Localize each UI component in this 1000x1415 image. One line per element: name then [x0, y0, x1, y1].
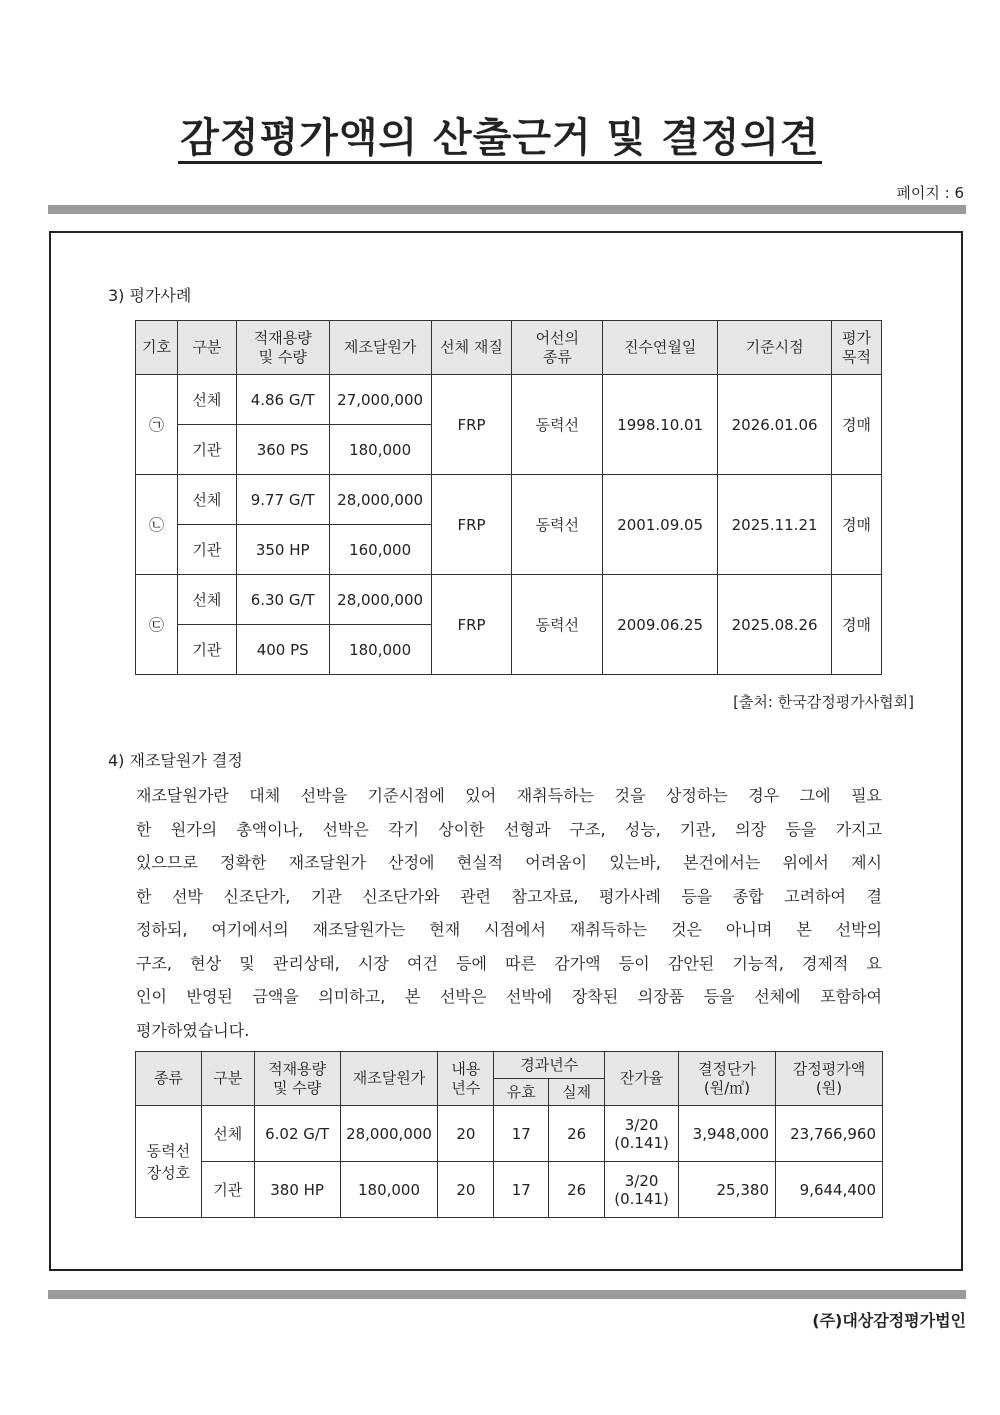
- cases-table: [135, 320, 882, 675]
- header-cell: 종류: [136, 1052, 202, 1106]
- actual-years-cell: 26: [549, 1106, 605, 1162]
- category-cell: 기관: [177, 425, 236, 475]
- residual-cell: 3/20 (0.141): [605, 1106, 679, 1162]
- cost-cell: 28,000,000: [340, 1106, 438, 1162]
- paragraph-line: 있으므로 정확한 재조달원가 산정에 현실적 어려움이 있는바, 본건에서는 위에서 제시: [136, 853, 882, 872]
- table-row: [136, 1106, 883, 1162]
- base-date-cell: 2025.11.21: [718, 475, 832, 575]
- capacity-cell: 4.86 G/T: [236, 375, 329, 425]
- unit-price-cell: 25,380: [679, 1162, 776, 1218]
- cost-cell: 180,000: [329, 625, 431, 675]
- amount-cell: 23,766,960: [776, 1106, 883, 1162]
- vessel-type-cell: 동력선: [512, 575, 603, 675]
- vessel-type-cell: 동력선: [512, 475, 603, 575]
- base-date-cell: 2025.08.26: [718, 575, 832, 675]
- valid-years-cell: 17: [494, 1162, 549, 1218]
- paragraph-line: 재조달원가란 대체 선박을 기준시점에 있어 재취득하는 것을 상정하는 경우 그에 필요: [136, 786, 882, 805]
- header-cell: 내용 년수: [438, 1052, 494, 1106]
- bottom-divider: [48, 1290, 966, 1299]
- paragraph-line: 한 선박 신조단가, 기관 신조단가와 관련 참고자료, 평가사례 등을 종합 고려하여 결: [136, 886, 882, 906]
- cost-table: [135, 1051, 883, 1218]
- header-cell: 선체 재질: [431, 321, 512, 375]
- paragraph-line: 구조, 현상 및 관리상태, 시장 여건 등에 따른 감가액 등이 감안된 기능적, 경제적 요: [136, 953, 882, 973]
- table-row: [136, 575, 882, 625]
- material-cell: FRP: [431, 375, 512, 475]
- capacity-cell: 400 PS: [236, 625, 329, 675]
- header-cell: 실제: [549, 1079, 605, 1106]
- header-cell: 진수연월일: [603, 321, 718, 375]
- capacity-cell: 9.77 G/T: [236, 475, 329, 525]
- vessel-kind-cell: 동력선 장성호: [136, 1106, 202, 1218]
- launch-date-cell: 2009.06.25: [603, 575, 718, 675]
- header-cell: 구분: [177, 321, 236, 375]
- page-title: 감정평가액의 산출근거 및 결정의견: [0, 112, 1000, 164]
- header-cell: 유효: [494, 1079, 549, 1106]
- material-cell: FRP: [431, 575, 512, 675]
- source-note: [출처: 한국감정평가사협회]: [733, 693, 914, 711]
- header-cell: 경과년수: [494, 1052, 605, 1079]
- actual-years-cell: 26: [549, 1162, 605, 1218]
- cost-cell: 180,000: [329, 425, 431, 475]
- company-name: (주)대상감정평가법인: [812, 1311, 966, 1330]
- paragraph-line: 정하되, 여기에서의 재조달원가는 현재 시점에서 재취득하는 것은 아니며 본 선박의: [136, 920, 882, 939]
- header-cell: 감정평가액 (원): [776, 1052, 883, 1106]
- launch-date-cell: 2001.09.05: [603, 475, 718, 575]
- capacity-cell: 350 HP: [236, 525, 329, 575]
- header-cell: 구분: [201, 1052, 254, 1106]
- case-symbol: ㉢: [136, 575, 178, 675]
- section4-heading: 4) 재조달원가 결정: [108, 751, 243, 770]
- purpose-cell: 경매: [832, 575, 882, 675]
- category-cell: 선체: [177, 475, 236, 525]
- paragraph: [136, 779, 882, 1047]
- case-symbol: ㉠: [136, 375, 178, 475]
- header-cell: 잔가율: [605, 1052, 679, 1106]
- launch-date-cell: 1998.10.01: [603, 375, 718, 475]
- header-cell: 어선의 종류: [512, 321, 603, 375]
- header-cell: 재조달원가: [340, 1052, 438, 1106]
- category-cell: 선체: [177, 375, 236, 425]
- section3-heading: 3) 평가사례: [108, 286, 192, 305]
- life-cell: 20: [438, 1162, 494, 1218]
- header-cell: 제조달원가: [329, 321, 431, 375]
- paragraph-line: 평가하였습니다.: [136, 1020, 250, 1040]
- category-cell: 기관: [201, 1162, 254, 1218]
- table-row: [136, 1162, 883, 1218]
- cost-header-row: [136, 1052, 883, 1079]
- paragraph-line: 한 원가의 총액이나, 선박은 각기 상이한 선형과 구조, 성능, 기관, 의장 등을 가지고: [136, 819, 882, 839]
- category-cell: 선체: [201, 1106, 254, 1162]
- base-date-cell: 2026.01.06: [718, 375, 832, 475]
- header-cell: 기호: [136, 321, 178, 375]
- category-cell: 기관: [177, 525, 236, 575]
- header-cell: 기준시점: [718, 321, 832, 375]
- cost-cell: 28,000,000: [329, 575, 431, 625]
- header-cell: 평가 목적: [832, 321, 882, 375]
- paragraph-line: 인이 반영된 금액을 의미하고, 본 선박은 선박에 장착된 의장품 등을 선체에 포함하여: [136, 987, 882, 1006]
- unit-price-cell: 3,948,000: [679, 1106, 776, 1162]
- header-cell: 결정단가 (원/㎡): [679, 1052, 776, 1106]
- cost-cell: 160,000: [329, 525, 431, 575]
- page-number: 페이지 : 6: [896, 184, 964, 202]
- capacity-cell: 380 HP: [254, 1162, 340, 1218]
- vessel-type-cell: 동력선: [512, 375, 603, 475]
- table-row: [136, 375, 882, 425]
- category-cell: 기관: [177, 625, 236, 675]
- material-cell: FRP: [431, 475, 512, 575]
- capacity-cell: 6.30 G/T: [236, 575, 329, 625]
- cost-cell: 180,000: [340, 1162, 438, 1218]
- header-cell: 적재용량 및 수량: [254, 1052, 340, 1106]
- top-divider: [48, 205, 966, 214]
- capacity-cell: 6.02 G/T: [254, 1106, 340, 1162]
- purpose-cell: 경매: [832, 375, 882, 475]
- table-row: [136, 475, 882, 525]
- capacity-cell: 360 PS: [236, 425, 329, 475]
- residual-cell: 3/20 (0.141): [605, 1162, 679, 1218]
- header-cell: 적재용량 및 수량: [236, 321, 329, 375]
- purpose-cell: 경매: [832, 475, 882, 575]
- cases-header-row: [136, 321, 882, 375]
- cost-cell: 27,000,000: [329, 375, 431, 425]
- valid-years-cell: 17: [494, 1106, 549, 1162]
- category-cell: 선체: [177, 575, 236, 625]
- cost-cell: 28,000,000: [329, 475, 431, 525]
- amount-cell: 9,644,400: [776, 1162, 883, 1218]
- life-cell: 20: [438, 1106, 494, 1162]
- case-symbol: ㉡: [136, 475, 178, 575]
